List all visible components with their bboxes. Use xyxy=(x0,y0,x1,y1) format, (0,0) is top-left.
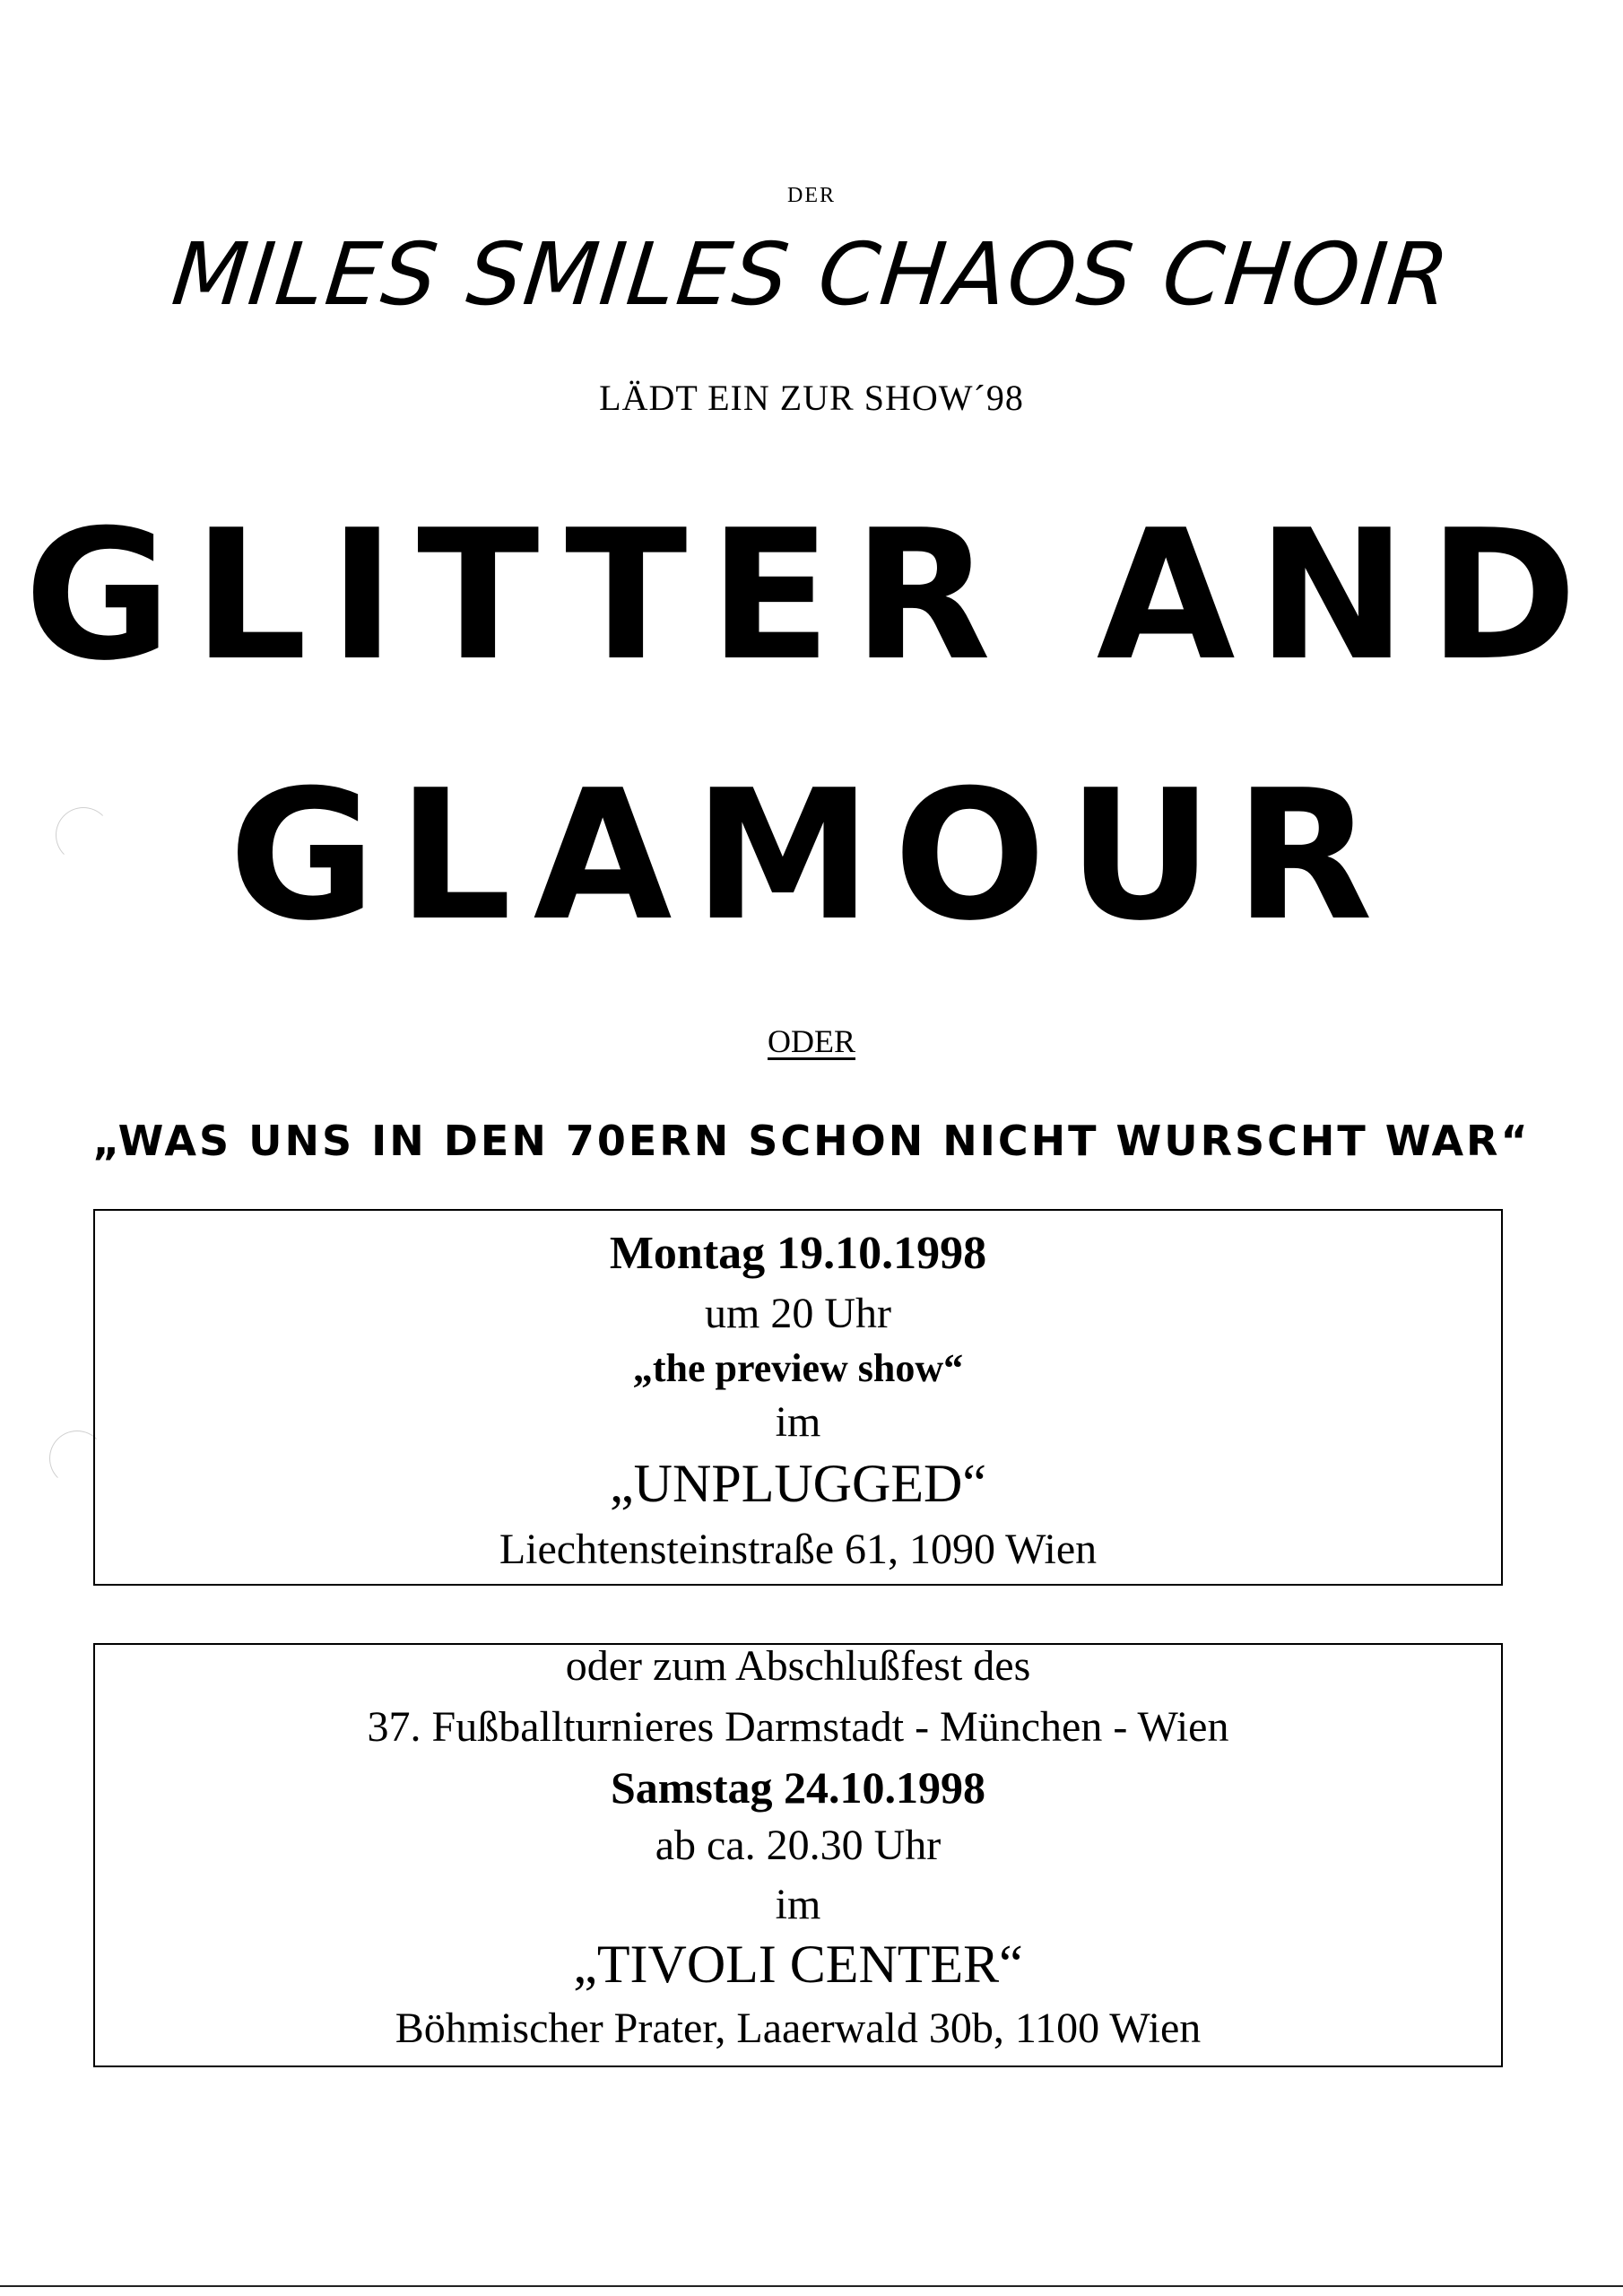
event1-im: im xyxy=(775,1398,821,1446)
event1-address: Liechtensteinstraße 61, 1090 Wien xyxy=(499,1526,1098,1573)
event2-intro-1: oder zum Abschlußfest des xyxy=(565,1642,1031,1690)
invite-line: LÄDT EIN ZUR SHOW´98 xyxy=(599,378,1024,418)
event-box-tivoli xyxy=(93,1643,1503,2067)
choir-name: MILES SMILES CHAOS CHOIR xyxy=(168,224,1455,325)
oder-label: ODER xyxy=(768,1023,855,1059)
event2-time: ab ca. 20.30 Uhr xyxy=(655,1822,942,1869)
bottom-edge-line xyxy=(0,2285,1623,2287)
headline-line-2: GLAMOUR xyxy=(229,752,1394,961)
event2-im: im xyxy=(775,1881,821,1928)
subtitle: „WAS UNS IN DEN 70ERN SCHON NICHT WURSCHT WAR“ xyxy=(92,1117,1531,1165)
event2-address: Böhmischer Prater, Laaerwald 30b, 1100 Wien xyxy=(395,2005,1202,2052)
event1-date: Montag 19.10.1998 xyxy=(609,1228,987,1279)
der-label: DER xyxy=(787,184,836,207)
event2-intro-2: 37. Fußballturnieres Darmstadt - München - Wien xyxy=(367,1703,1229,1751)
event1-venue: „UNPLUGGED“ xyxy=(610,1454,986,1513)
event1-time: um 20 Uhr xyxy=(705,1290,891,1337)
event1-show: „the preview show“ xyxy=(632,1346,964,1390)
event-box-preview xyxy=(93,1209,1503,1586)
event2-venue: „TIVOLI CENTER“ xyxy=(573,1935,1023,1994)
event2-date: Samstag 24.10.1998 xyxy=(610,1762,986,1813)
headline-line-1: GLITTER AND xyxy=(24,491,1599,700)
